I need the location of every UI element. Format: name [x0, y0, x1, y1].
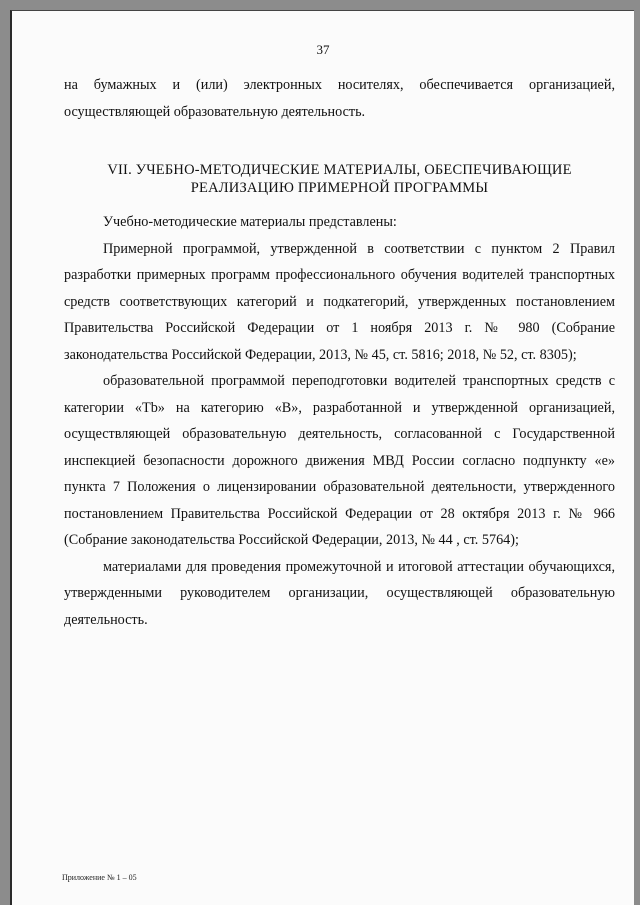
section-heading [64, 161, 615, 197]
paragraph-intro: Учебно-методические материалы представлены: [103, 214, 397, 230]
footer-note: Приложение № 1 – 05 [62, 873, 137, 882]
paragraph-attestation-materials: материалами для проведения промежуточной и итоговой аттестации обучающихся, утвержденными руководителем организации, осуществляющей образовательную деятельность. [64, 558, 615, 628]
document-page [10, 10, 634, 905]
document-body [64, 72, 615, 633]
section-heading-line-1: VII. УЧЕБНО-МЕТОДИЧЕСКИЕ МАТЕРИАЛЫ, ОБЕСПЕЧИВАЮЩИЕ [107, 162, 572, 178]
page-number: 37 [316, 42, 330, 57]
paragraph-approximate-program: Примерной программой, утвержденной в соответствии с пунктом 2 Правил разработки примерных программ профессионального обучения водителей транспортных средств соответствующих категорий и подкатегорий, утвержденных постановлением Правительства Российской Федерации от 1 ноября 2013 г. № 980 (Собрание законодательства Российской Федерации, 2013, № 45, ст. 5816; 2018, № 52, ст. 8305); [64, 240, 615, 363]
section-heading-line-2: РЕАЛИЗАЦИЮ ПРИМЕРНОЙ ПРОГРАММЫ [190, 180, 489, 196]
continuation-paragraph: на бумажных и (или) электронных носителях, обеспечивается организацией, осуществляющей образовательную деятельность. [64, 77, 615, 120]
paragraph-educational-program: образовательной программой переподготовки водителей транспортных средств с категории «Tb» на категорию «B», разработанной и утвержденной организацией, осуществляющей образовательную деятельность, согласованной с Государственной инспекцией безопасности дорожного движения МВД России согласно подпункту «е» пункта 7 Положения о лицензировании образовательной деятельности, утвержденного постановлением Правительства Российской Федерации от 28 октября 2013 г. № 966 (Собрание законодательства Российской Федерации, 2013, № 44 , ст. 5764); [64, 373, 615, 548]
